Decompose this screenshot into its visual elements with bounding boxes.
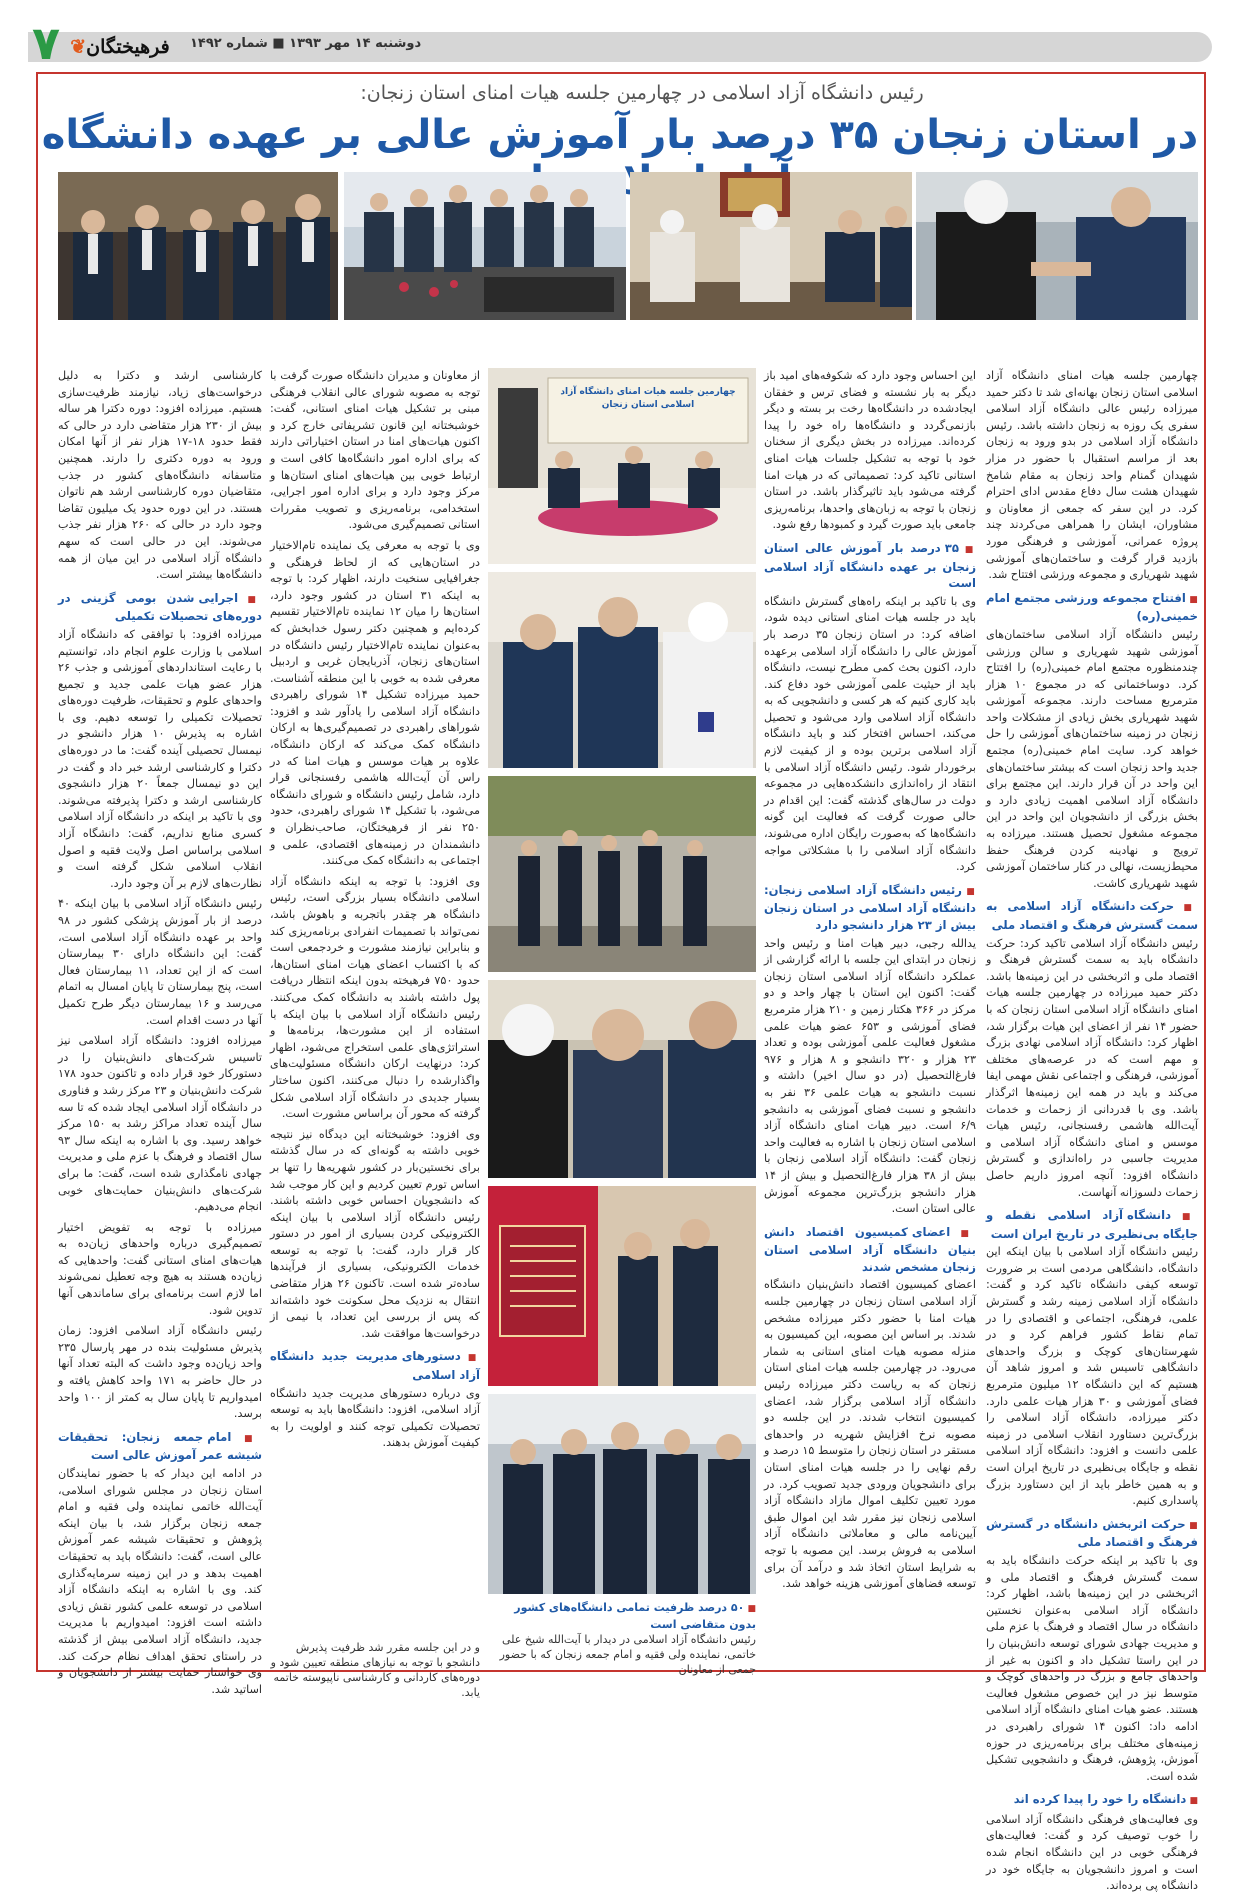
text-column-4 bbox=[58, 368, 263, 1696]
page-number: ۷ bbox=[32, 16, 61, 70]
photo-conference-table bbox=[488, 368, 756, 564]
photo-officials-closeup bbox=[488, 980, 756, 1178]
subheading: ■ افتتاح مجموعه ورزشی مجتمع امام خمینی(ره) bbox=[986, 590, 1198, 625]
newspaper-logo bbox=[68, 32, 172, 62]
subheading: ■ اجرایی شدن بومی گزینی در دوره‌های تحصیلات تکمیلی bbox=[58, 590, 262, 625]
subheading: ■ ۳۵ درصد بار آموزش عالی استان زنجان بر عهده دانشگاه آزاد اسلامی است bbox=[764, 540, 976, 592]
photo-officials-seated bbox=[488, 572, 756, 768]
photo-plaque-unveiling bbox=[488, 1186, 756, 1386]
caption-continued: و در این جلسه مقرر شد ظرفیت پذیرش دانشجو با توجه به نیازهای منطقه تعیین شود و دوره‌های کاردانی و کارشناسی ناپیوسته خاتمه یابد. bbox=[270, 1641, 480, 1699]
paragraph: وی افزود: با توجه به اینکه دانشگاه آزاد اسلامی دانشگاه بسیار بزرگی است، رئیس دانشگاه هر چقدر باتجربه و باهوش باشد، نمی‌تواند با تصمیمات انفرادی برنامه‌ریزی کند و بنابراین نیازمند مشورت و خردجمعی است که با اکتساب اعضای هیات امنای استان‌ها، حدود ۷۵۰ فرهیخته بدون اینکه انتظار دریافت پول داشته باشند به دانشگاه کمک می‌کنند. رئیس دانشگاه آزاد اسلامی با بیان اینکه با استفاده از این مشورت‌ها، برنامه‌ها و استراتژی‌های علمی استخراج می‌شود، اظهار کرد: درنهایت ارکان دانشگاه مسئولیت‌های واگذارشده را دنبال می‌کنند، اکنون ساختار بسیار جدیدی در دانشگاه آزاد اسلامی شکل گرفته که محور آن براساس مشورت است. bbox=[270, 874, 480, 1121]
issue-info: دوشنبه ۱۴ مهر ۱۳۹۳ ■ شماره ۱۴۹۲ bbox=[190, 36, 422, 51]
article-headline: در استان زنجان ۳۵ درصد بار آموزش عالی بر عهده دانشگاه bbox=[41, 112, 1199, 158]
paragraph: وی با توجه به معرفی یک نماینده تام‌الاختیار در استان‌هایی که از لحاظ فرهنگی و جغرافیایی سنخیت دارند، اظهار کرد: با توجه به اینکه ۳۱ استان در کشور وجود دارد، استان‌ها را میان ۱۲ نماینده تام‌الاختیار تقسیم کرده‌ایم و همچنین دکتر رسول خدابخش که به‌عنوان نماینده تام‌الاختیار رئیس دانشگاه در استان‌های زنجان، آذربایجان غربی و اردبیل معرفی شده به خوبی با این منطقه آشناست. حمید میرزاده تشکیل ۱۴ شورای راهبردی دانشگاه آزاد اسلامی را یادآور شد و افزود: شوراهای راهبردی در تصمیم‌گیری‌ها به ارکان دانشگاه کمک می‌کند که ارکان دانشگاه، علاوه بر هیات موسس و هیات امنا که در راس آن آیت‌الله هاشمی رفسنجانی قرار دارد، شامل رئیس دانشگاه و شورای دانشگاه می‌شود، با تشکیل ۱۴ شورای راهبردی، حدود ۲۵۰ نفر از فرهیختگان، صاحب‌نظران و دانشمندان در زمینه‌های اقتصادی، علمی و اجتماعی به دانشگاه کمک می‌کنند. bbox=[270, 538, 481, 868]
paragraph: وی فعالیت‌های فرهنگی دانشگاه آزاد اسلامی را خوب توصیف کرد و گفت: فعالیت‌های فرهنگی خوبی در این دانشگاه انجام شده است و امروز دانشجویان به جایگاه خود در دانشگاه پی برده‌اند. bbox=[986, 1812, 1198, 1893]
paragraph: میرزاده افزود: دانشگاه آزاد اسلامی نیز تاسیس شرکت‌های دانش‌بنیان را در دستورکار خود قرار داده و تاکنون حدود ۱۷۸ شرکت دانش‌بنیان و ۲۳ مرکز رشد و فناوری در دانشگاه آزاد اسلامی ایجاد شده که تا سه سال آینده تعداد مراکز رشد به ۱۵۰ مرکز خواهد رسید. وی با اشاره به اینکه سال ۹۳ سال اقتصاد و فرهنگ با عزم ملی و مدیریت جهادی نامگذاری شده است، گفت: ما برای شرکت‌های دانش‌بنیان حمایت‌های خوبی انجام می‌دهیم. bbox=[58, 1034, 263, 1214]
subheading: ■ دانشگاه آزاد اسلامی نقطه و جایگاه بی‌نظیری در تاریخ ایران است bbox=[986, 1207, 1198, 1242]
leaf-icon: ❦ bbox=[70, 36, 87, 58]
logo-text: فرهیختگان bbox=[86, 36, 170, 58]
paragraph: رئیس دانشگاه آزاد اسلامی با بیان اینکه ۴۰ درصد از بار آموزش پزشکی کشور در ۹۸ واحد بر عهده دانشگاه آزاد اسلامی است، گفت: این دانشگاه دارای ۳۰ بیمارستان است که از این تعداد، ۱۱ بیمارستان فعال است، پنج بیمارستان تا پایان امسال به اتمام می‌رسد و ۱۶ بیمارستان دیگر طرح تکمیل آنها در دست اقدام است. bbox=[58, 897, 262, 1027]
photo-martyrs-memorial bbox=[344, 172, 626, 320]
caption-title: ■ ۵۰ درصد ظرفیت تمامی دانشگاه‌های کشور بدون متقاضی است bbox=[488, 1600, 756, 1632]
paragraph: از معاونان و مدیران دانشگاه صورت گرفت با توجه به مصوبه شورای عالی انقلاب فرهنگی مبنی بر تشکیل هیات امنای استانی، گفت: خوشبختانه این قانون تشریفاتی خارج کرد و اکنون هیات‌های امنا در استان اختیاراتی دارند که برای اداره امور دانشگاه‌ها کافی است و ارتباط خوبی بین هیات‌های امنای استان‌ها و مرکز وجود دارد و برای اداره امور اجرایی، استخدامی، برنامه‌ریزی و تصویب مقررات استانی تصمیم‌گیری می‌شود. bbox=[270, 369, 480, 532]
subheading: ■ رئیس دانشگاه آزاد اسلامی زنجان: دانشگاه آزاد اسلامی در استان زنجان بیش از ۲۳ هزار دانشجو دارد bbox=[764, 882, 976, 934]
paragraph: اعضای کمیسیون اقتصاد دانش‌بنیان دانشگاه آزاد اسلامی استان زنجان در چهارمین جلسه هیات امنا با حضور دکتر میرزاده مشخص شدند. بر اساس این مصوبه، این کمیسیون به منزله مصوبه هیات امنای استانی به شمار می‌رود. در چهارمین جلسه هیات امنای استان زنجان که به ریاست دکتر میرزاده رئیس دانشگاه آزاد اسلامی برگزار شد، اعضای کمیسیون انتخاب شدند. در این جلسه دو مصوبه نرخ افزایش شهریه در واحدهای مستقر در استان زنجان را متوسط ۱۵ درصد و رقم نهایی را در جلسه هیات امنای استان برای دانشجویان ورودی جدید تصویب کرد. در مورد تعیین تکلیف اموال مازاد دانشگاه آزاد اسلامی زنجان نیز مقرر شد این اموال طبق آیین‌نامه مالی و معاملاتی دانشگاه آزاد اسلامی به فروش برسد. این مصوبه با توجه به شرایط استان اتخاذ شد و درآمد آن برای توسعه فضاهای آموزشی هزینه خواهد شد. bbox=[764, 1278, 976, 1591]
text-column-2 bbox=[764, 368, 976, 1658]
paragraph: وی با تاکید بر اینکه راه‌های گسترش دانشگاه باید در جلسه هیات امنای استانی دیده شود، اضافه کرد: در استان زنجان ۳۵ درصد بار آموزش عالی را دانشگاه آزاد اسلامی برعهده دارد، اکنون بحث کمی مطرح نیست، دانشگاه باید از حیثیت علمی آموزشی خود دفاع کند. باید کاری کنیم که هر کسی و دانشجویی که به دانشگاه آزاد اسلامی وارد می‌شود و تحصیل می‌کند، احساس افتخار کند و باید دانشگاه آزاد اسلامی برترین بوده و از کیفیت لازم برخوردار شود. رئیس دانشگاه آزاد اسلامی با انتقاد از راه‌اندازی دانشکده‌هایی در مجموعه دولت در سال‌های گذشته گفت: این اقدام در حالی صورت گرفت که فعالیت این گونه دانشگاه‌ها که به‌صورت رایگان اداره می‌شوند، دانشگاه آزاد اسلامی را با مشکلاتی مواجه کرد. bbox=[764, 594, 976, 874]
subheading: ■ حرکت دانشگاه آزاد اسلامی به سمت گسترش فرهنگ و اقتصاد ملی bbox=[986, 898, 1198, 933]
paragraph: رئیس دانشگاه آزاد اسلامی ساختمان‌های آموزشی شهید شهریاری و سالن ورزشی چندمنظوره مجتمع امام خمینی(ره) را افتتاح کرد. دوساختمانی که در مجموع ۱۰ هزار مترمربع مساحت دارند. مجموعه آموزشی شهید شهریاری بخش زیادی از مشکلات واحد زنجان در زمینه ساختمان‌های آموزشی را حل خواهد کرد. سایت امام خمینی(ره) مجتمع جدید واحد زنجان است که بیشتر ساختمان‌های این واحد در آن قرار دارند. این مجتمع برای دانشگاه آزاد اسلامی اهمیت زیادی دارد و بخش بزرگی از دانشجویان این واحد در این مجموعه مشغول تحصیل هستند. میرزاده به ترویج و نهادینه کردن فرهنگ حفظ محیط‌زیست، نهالی در کنار ساختمان آموزشی شهید شهریاری کاشت. bbox=[986, 627, 1199, 890]
paragraph: وی درباره دستورهای مدیریت جدید دانشگاه آزاد اسلامی، افزود: دانشگاه‌ها باید به توسعه تحصیلات تکمیلی توجه کنند و اولویت را به کیفیت آموزش بدهند. bbox=[270, 1386, 480, 1450]
paragraph: رئیس دانشگاه آزاد اسلامی با بیان اینکه این دانشگاه، دانشگاهی مردمی است بر ضرورت توسعه کیفی دانشگاه تاکید کرد و گفت: دانشگاه آزاد اسلامی زمینه رشد و گسترش علمی، فرهنگی، اجتماعی و اقتصادی را در تمام نقاط کشور فراهم کرد و در شهرستان‌های کوچک و بزرگ واحدهای دانشگاهی تاسیس شد و امروز شاهد آن هستیم که این دانشگاه ۱۲ میلیون مترمربع فضای آموزشی و ۳۰ هزار هیات علمی دارد. دکتر میرزاده، دانشگاه آزاد اسلامی را بزرگ‌ترین دستاورد انقلاب اسلامی در زمینه علمی دانست و افزود: دانشگاه آزاد اسلامی نقطه و جایگاه بی‌نظیری در تاریخ ایران است و به همین خاطر باید از این دستاورد بزرگ پاسداری کنیم. bbox=[986, 1245, 1198, 1508]
paragraph: یدالله رجبی، دبیر هیات امنا و رئیس واحد زنجان در ابتدای این جلسه با ارائه گزارشی از عملکرد دانشگاه آزاد اسلامی استان زنجان گفت: اکنون این استان با چهار واحد و دو مرکز در ۳۶۶ هکتار زمین و ۲۱۰ هزار مترمربع فضای آموزشی و ۶۵۳ عضو هیات علمی مشغول فعالیت علمی آموزشی بوده و تعداد ۲۳ هزار و ۳۲۰ دانشجو و ۸ هزار و ۹۷۶ فارغ‌التحصیل (در دو سال اخیر) داشته و نسبت دانشجو به هیات علمی ۳۶ نفر به دانشجو و نسبت فضای آموزشی به دانشجو ۶/۹ است. دبیر هیات امنای دانشگاه آزاد اسلامی استان زنجان با اشاره به فعالیت واحد زنجان گفت: دانشگاه آزاد اسلامی زنجان با بیش از ۳۸ هزار فارغ‌التحصیل و بیش از ۱۴ هزار دانشجو بزرگ‌ترین مجموعه آموزش عالی استان است. bbox=[764, 936, 977, 1216]
paragraph: این احساس وجود دارد که شکوفه‌های امید باز دیگر به بار نشسته و فضای ترس و خفقان ایجادشده در دانشگاه‌ها رخت بر بسته و دیگر بازنمی‌گردد و دانشگاه‌ها راه خود را پیدا کرده‌اند. میرزاده در بخش دیگری از سخنان خود با توجه به تشکیل جلسات هیات امنای استانی تاکید کرد: تصمیماتی که در هیات امنا گرفته می‌شود باید تاثیرگذار باشد. در استان زنجان با توجه به زبان‌های واحدها، برنامه‌ریزی جامعی باید صورت گیرد و کمبودها رفع شود. bbox=[764, 369, 976, 532]
text-column-3 bbox=[270, 368, 480, 1658]
paragraph: رئیس دانشگاه آزاد اسلامی افزود: زمان پذیرش مسئولیت بنده در مهر پارسال ۲۳۵ واحد زیان‌ده وجود داشت که البته تعداد آنها در حال حاضر به ۱۷۱ واحد کاهش یافته و امیدواریم تا پایان سال به کمتر از ۱۰۰ واحد برسد. bbox=[58, 1324, 263, 1421]
paragraph: در ادامه این دیدار که با حضور نمایندگان استان زنجان در مجلس شورای اسلامی، آیت‌الله خاتمی نماینده ولی فقیه و امام جمعه زنجان برگزار شد، با بیان اینکه پژوهش و تحقیقات شیشه عمر آموزش عالی است، گفت: دانشگاه باید به تحقیقات اهمیت بدهد و در این زمینه سرمایه‌گذاری کند. وی با اشاره به اینکه دانشگاه آزاد اسلامی در توسعه علمی کشور نقش زیادی داشته است افزود: امیدواریم با مدیریت جدید، دانشگاه آزاد اسلامی بیش از گذشته در راستای تحقق اهداف نظام حرکت کند. وی خواستار حمایت بیشتر از دانشجویان و اساتید شد. bbox=[58, 1467, 262, 1696]
photo-officials-standing bbox=[58, 172, 338, 320]
subheading: ■ امام جمعه زنجان: تحقیقات شیشه عمر آموزش عالی است bbox=[58, 1429, 262, 1464]
paragraph: کارشناسی ارشد و دکترا به دلیل درخواست‌های زیاد، نیازمند ظرفیت‌سازی هستیم. میرزاده افزود: دوره دکترا هر ساله بیش از ۲۳۰ هزار متقاضی دارد در حالی که فقط حدود ۱۸-۱۷ هزار نفر از آنها امکان ورود به دوره دکتری را دارند. همچنین متاسفانه دانشگاه‌های کشور در جذب متقاضیان دوره کارشناسی ارشد هم ناتوان هستند. در این دوره حدود یک میلیون تقاضا وجود دارد در حالی که ۲۶۰ هزار نفر جذب می‌شوند. این در حالی است که سهم دانشگاه آزاد اسلامی در این میان از همه دانشگاه‌ها بیشتر است. bbox=[58, 369, 262, 582]
article-kicker: رئیس دانشگاه آزاد اسلامی در چهارمین جلسه هیات امنای استان زنجان: bbox=[360, 82, 924, 104]
paragraph: رئیس دانشگاه آزاد اسلامی تاکید کرد: حرکت دانشگاه باید به سمت گسترش فرهنگ و اقتصاد ملی و اثربخشی در این زمینه‌ها باشد. دکتر حمید میرزاده در چهارمین جلسه هیات امنای دانشگاه آزاد اسلامی استان زنجان که با حضور ۱۴ نفر از اعضای این هیات برگزار شد، اظهار کرد: دانشگاه آزاد اسلامی نهادی بزرگ و مهم است که در عرصه‌های مختلف آموزشی، فرهنگی و اجتماعی نقش مهمی ایفا می‌کند و باید در همه این زمینه‌ها اثرگذار باشد. وی با قدردانی از زحمات و خدمات آیت‌الله هاشمی رفسنجانی، رئیس هیات موسس و امنای دانشگاه آزاد اسلامی و مدیریت جاسبی در راه‌اندازی و گسترش دانشگاه افزود: آنچه امروز داریم حاصل زحمات دلسوزانه آنهاست. bbox=[986, 936, 1198, 1199]
caption-text: رئیس دانشگاه آزاد اسلامی در دیدار با آیت‌الله شیخ علی خاتمی، نماینده ولی فقیه و امام جمعه زنجان که با حضور جمعی از معاونان bbox=[499, 1633, 756, 1676]
paragraph: وی با تاکید بر اینکه حرکت دانشگاه باید به سمت گسترش فرهنگ و اقتصاد ملی و اثربخشی در این زمینه‌ها باشد، اظهار کرد: دانشگاه آزاد اسلامی به‌عنوان نخستین دانشگاه در سال اقتصاد و فرهنگ با عزم ملی و مدیریت جهادی شورای توسعه دانش‌بنیان را در این راستا تشکیل داد و اکنون به غیر از واحدهای جامع و بزرگ در واحدهای کوچک و متوسط نیز در این خصوص مشغول فعالیت هستند. عضو هیات امنای دانشگاه آزاد اسلامی ادامه داد: اکنون ۱۴ شورای راهبردی در زمینه‌های مختلف برای برنامه‌ریزی در حوزه آموزش، پژوهش، فرهنگ و دانشجویی تشکیل شده است. bbox=[986, 1553, 1198, 1783]
text-column-1 bbox=[986, 368, 1199, 1893]
paragraph: میرزاده افزود: با توافقی که دانشگاه آزاد اسلامی با وزارت علوم انجام داد، توانستیم با رعایت استانداردهای آموزشی و جذب ۲۶ هزار عضو هیات علمی جدید و تجمیع واحدهای علوم و تحقیقات، ظرفیت دوره‌های تحصیلات تکمیلی را توسعه دهیم. وی با اشاره به پذیرش ۱۰ هزار دانشجو در نیمسال تحصیلی آینده گفت: ما در دوره‌های دکترا و کارشناسی ارشد خبر داد و گفت در این دو نیمسال جمعاً ۲۰ هزار دانشجوی کارشناسی ارشد و دکترا پذیرفته می‌شوند. وی با تاکید بر اینکه در دانشگاه آزاد اسلامی کسری منابع نداریم، گفت: دانشگاه آزاد اسلامی براساس اصل ولایت فقیه و اصول انقلاب اسلامی شکل گرفته است و نظارت‌های لازم بر آن وجود دارد. bbox=[58, 627, 262, 890]
photo-delegation-group bbox=[488, 1394, 756, 1594]
photo-meeting-clerics bbox=[630, 172, 912, 320]
subheading: ■ حرکت اثربخش دانشگاه در گسترش فرهنگ و اقتصاد ملی bbox=[986, 1516, 1198, 1551]
subheading: ■ دانشگاه را خود را پیدا کرده اند bbox=[986, 1791, 1198, 1810]
caption-block bbox=[488, 1600, 756, 1676]
photo-greeting-cleric bbox=[916, 172, 1198, 320]
photo-walking-tour bbox=[488, 776, 756, 972]
paragraph: چهارمین جلسه هیات امنای دانشگاه آزاد اسلامی استان زنجان بهانه‌ای شد تا دکتر حمید میرزاده رئیس عالی دانشگاه آزاد اسلامی سفری یک روزه به زنجان داشته باشد. رئیس دانشگاه آزاد اسلامی در بدو ورود به زنجان بعد از مراسم استقبال با حضور در مزار شهیدان گمنام واحد زنجان به مقام شامخ شهیدان هشت سال دفاع مقدس ادای احترام کرد. در این سفر که جمعی از معاونان و مشاوران، ایشان را همراهی می‌کردند چند پروژه عمرانی، آموزشی و فرهنگی مورد بازدید قرار گرفت و ساختمان‌های آموزشی شهید شهریاری و مجموعه ورزشی افتتاح شد. bbox=[986, 369, 1198, 582]
paragraph: میرزاده با توجه به تفویض اختیار تصمیم‌گیری درباره واحدهای زیان‌ده به هیات‌های امنای استانی گفت: واحدهایی که زیان‌ده هستند به هیچ وجه تعطیل نمی‌شوند اما لازم است برنامه‌ای برای ساماندهی آنها تدوین شود. bbox=[58, 1220, 262, 1317]
meeting-banner: چهارمین جلسه هیات امنای دانشگاه آزاد اسلامی استان زنجان bbox=[560, 387, 736, 410]
subheading: ■ اعضای کمیسیون اقتصاد دانش بنیان دانشگاه آزاد اسلامی استان زنجان مشخص شدند bbox=[764, 1224, 976, 1276]
paragraph: وی افزود: خوشبختانه این دیدگاه نیز نتیجه خوبی داشته به گونه‌ای که در سال گذشته برای نخستین‌بار در کشور شهریه‌ها را تنها بر اساس تورم تعیین کردیم و این کار موجب شد که دانشجویان احساس خوبی داشته باشند. رئیس دانشگاه آزاد اسلامی با بیان اینکه الکترونیکی کردن بسیاری از امور در دستور کار قرار دارد، گفت: با توجه به توسعه خدمات الکترونیکی، بسیاری از فرآیندها ساده‌تر شده است. تاکنون ۲۶ هزار متقاضی انتقال به نزدیک محل سکونت خود داشته‌اند که پس از بررسی این تعداد، با نیمی از درخواست‌ها موافقت شد. bbox=[270, 1127, 480, 1340]
subheading: ■ دستورهای مدیریت جدید دانشگاه آزاد اسلامی bbox=[270, 1348, 480, 1383]
